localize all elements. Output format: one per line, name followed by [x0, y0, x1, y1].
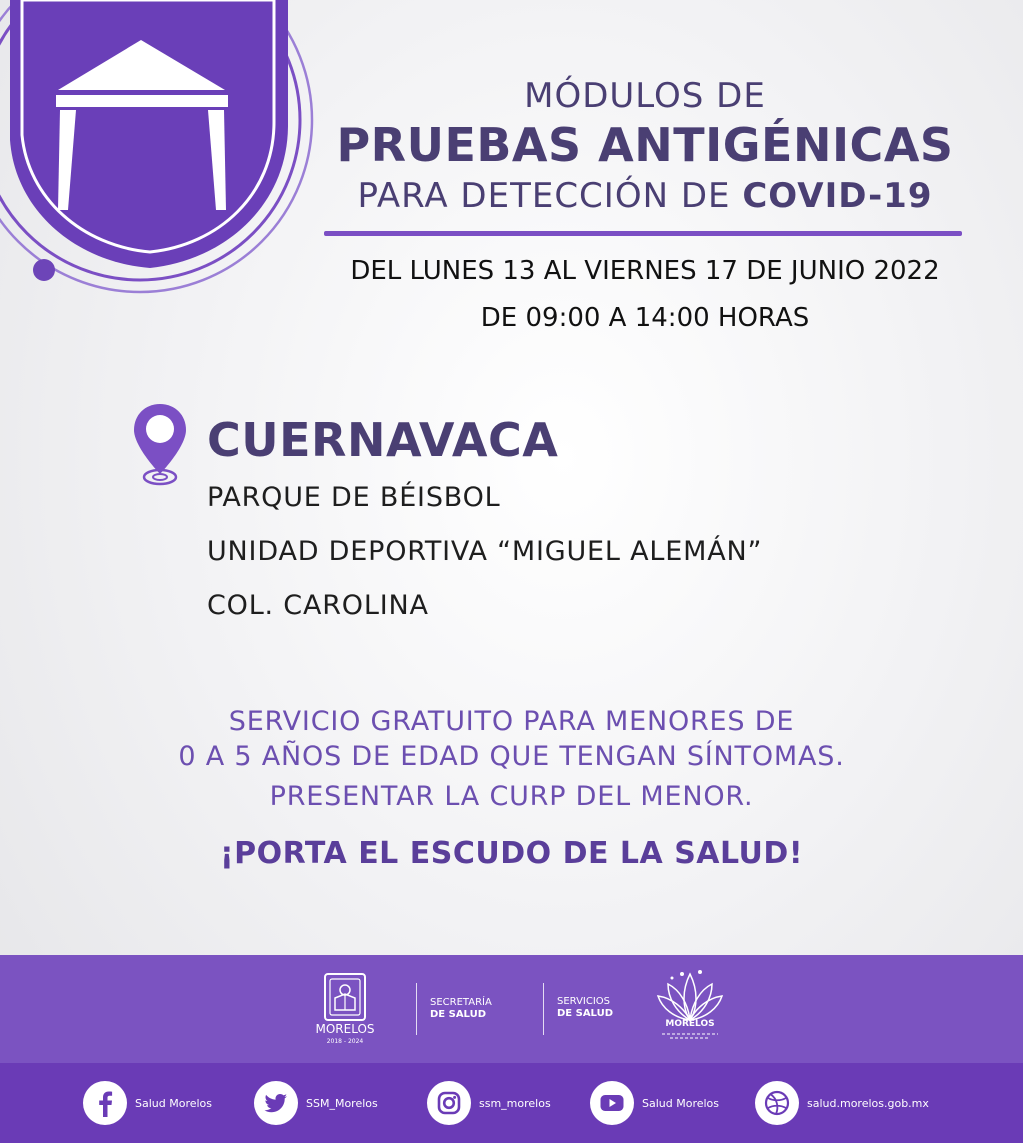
location-pin-icon [132, 402, 192, 488]
title-line-3 [325, 176, 965, 216]
title-line-1: MÓDULOS DE [524, 76, 766, 116]
notice-line-2: 0 A 5 AÑOS DE EDAD QUE TENGAN SÍNTOMAS. [178, 741, 845, 772]
morelos-years: 2018 - 2024 [326, 1038, 364, 1045]
social-facebook[interactable] [83, 1081, 212, 1125]
tent-shield-emblem [0, 0, 320, 300]
social-instagram[interactable] [427, 1081, 551, 1125]
flower-logo-subtitle-decoration [650, 1031, 730, 1041]
facebook-label[interactable]: Salud Morelos [135, 1096, 213, 1110]
instagram-label[interactable]: ssm_morelos [479, 1096, 551, 1110]
twitter-icon[interactable] [254, 1081, 298, 1125]
morelos-label: MORELOS [315, 1022, 375, 1036]
social-website[interactable] [755, 1081, 929, 1125]
footer-divider-1 [416, 983, 417, 1035]
dept2-line1: SERVICIOS [557, 996, 611, 1007]
web-icon[interactable] [755, 1081, 799, 1125]
servicios-salud-label [557, 996, 613, 1020]
slogan: ¡PORTA EL ESCUDO DE LA SALUD! [219, 836, 804, 871]
footer-divider-2 [543, 983, 544, 1035]
instagram-icon[interactable] [427, 1081, 471, 1125]
title-divider [324, 231, 962, 236]
address-line-1: PARQUE DE BÉISBOL [207, 482, 501, 513]
date-range: DEL LUNES 13 AL VIERNES 17 DE JUNIO 2022 [350, 256, 940, 286]
social-twitter[interactable] [254, 1081, 378, 1125]
footer-logos-band [0, 955, 1023, 1063]
address-line-2: UNIDAD DEPORTIVA “MIGUEL ALEMÁN” [207, 536, 763, 567]
social-youtube[interactable] [590, 1081, 719, 1125]
city-name: CUERNAVACA [207, 413, 559, 467]
twitter-label[interactable]: SSM_Morelos [306, 1096, 378, 1110]
title-line-3-bold: COVID-19 [742, 176, 933, 216]
secretaria-salud-label [430, 997, 492, 1021]
address-line-3: COL. CAROLINA [207, 590, 429, 621]
hours: DE 09:00 A 14:00 HORAS [480, 303, 810, 333]
website-label[interactable]: salud.morelos.gob.mx [807, 1096, 929, 1110]
youtube-label[interactable]: Salud Morelos [642, 1096, 720, 1110]
title-line-3-prefix: PARA DETECCIÓN DE [357, 176, 731, 216]
facebook-icon[interactable] [83, 1081, 127, 1125]
flower-logo-label: MORELOS [665, 1019, 715, 1029]
dept1-line2: DE SALUD [430, 1009, 486, 1020]
notice-line-3: PRESENTAR LA CURP DEL MENOR. [269, 781, 754, 812]
dept1-line1: SECRETARÍA [430, 997, 492, 1008]
title-line-2: PRUEBAS ANTIGÉNICAS [336, 118, 954, 172]
notice-line-1: SERVICIO GRATUITO PARA MENORES DE [228, 706, 795, 737]
youtube-icon[interactable] [590, 1081, 634, 1125]
dept2-line2: DE SALUD [557, 1008, 613, 1019]
